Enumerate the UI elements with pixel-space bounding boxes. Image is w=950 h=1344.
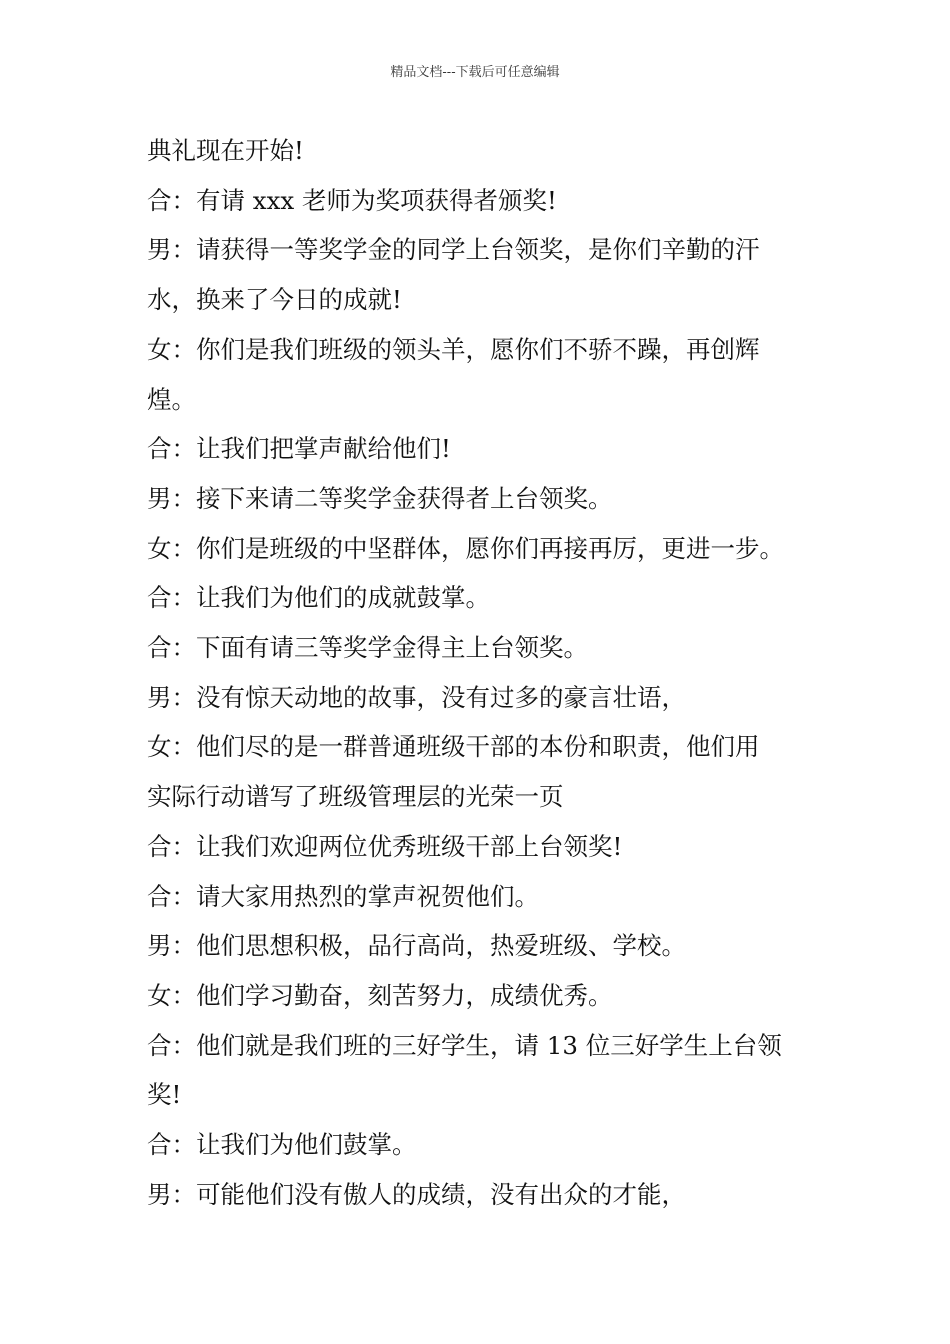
document-body (147, 126, 812, 1219)
text-line: 男：他们思想积极，品行高尚，热爱班级、学校。 (147, 931, 686, 961)
text-line: 男：可能他们没有傲人的成绩，没有出众的才能， (147, 1179, 686, 1209)
text-line: 奖! (147, 1080, 182, 1110)
text-line: 合：下面有请三等奖学金得主上台领奖。 (147, 633, 588, 663)
text-line: 女：他们学习勤奋，刻苦努力，成绩优秀。 (147, 980, 613, 1010)
text-line: 合：让我们为他们鼓掌。 (147, 1130, 417, 1160)
text-line: 水，换来了今日的成就! (147, 285, 402, 315)
text-line: 实际行动谱写了班级管理层的光荣一页 (147, 782, 564, 812)
text-line: 男：接下来请二等奖学金获得者上台领奖。 (147, 483, 613, 513)
text-line: 煌。 (147, 384, 196, 414)
text-line: 合：让我们为他们的成就鼓掌。 (147, 583, 490, 613)
text-line: 男：请获得一等奖学金的同学上台领奖，是你们辛勤的汗 (147, 235, 760, 265)
text-line: 合：请大家用热烈的掌声祝贺他们。 (147, 881, 539, 911)
text-line: 男：没有惊天动地的故事，没有过多的豪言壮语， (147, 682, 686, 712)
text-line: 合：让我们把掌声献给他们! (147, 434, 451, 464)
text-line: 合：有请 xxx 老师为奖项获得者颁奖! (147, 185, 557, 215)
text-line: 典礼现在开始! (147, 136, 304, 165)
text-line: 女：你们是我们班级的领头羊，愿你们不骄不躁，再创辉 (147, 334, 760, 364)
text-line: 合：他们就是我们班的三好学生，请 13 位三好学生上台领 (147, 1030, 782, 1060)
page-header: 精品文档---下载后可任意编辑 (390, 65, 560, 80)
text-line: 女：你们是班级的中坚群体，愿你们再接再厉，更进一步。 (147, 533, 784, 563)
text-line: 合：让我们欢迎两位优秀班级干部上台领奖! (147, 831, 623, 861)
text-line: 女：他们尽的是一群普通班级干部的本份和职责，他们用 (147, 732, 760, 762)
